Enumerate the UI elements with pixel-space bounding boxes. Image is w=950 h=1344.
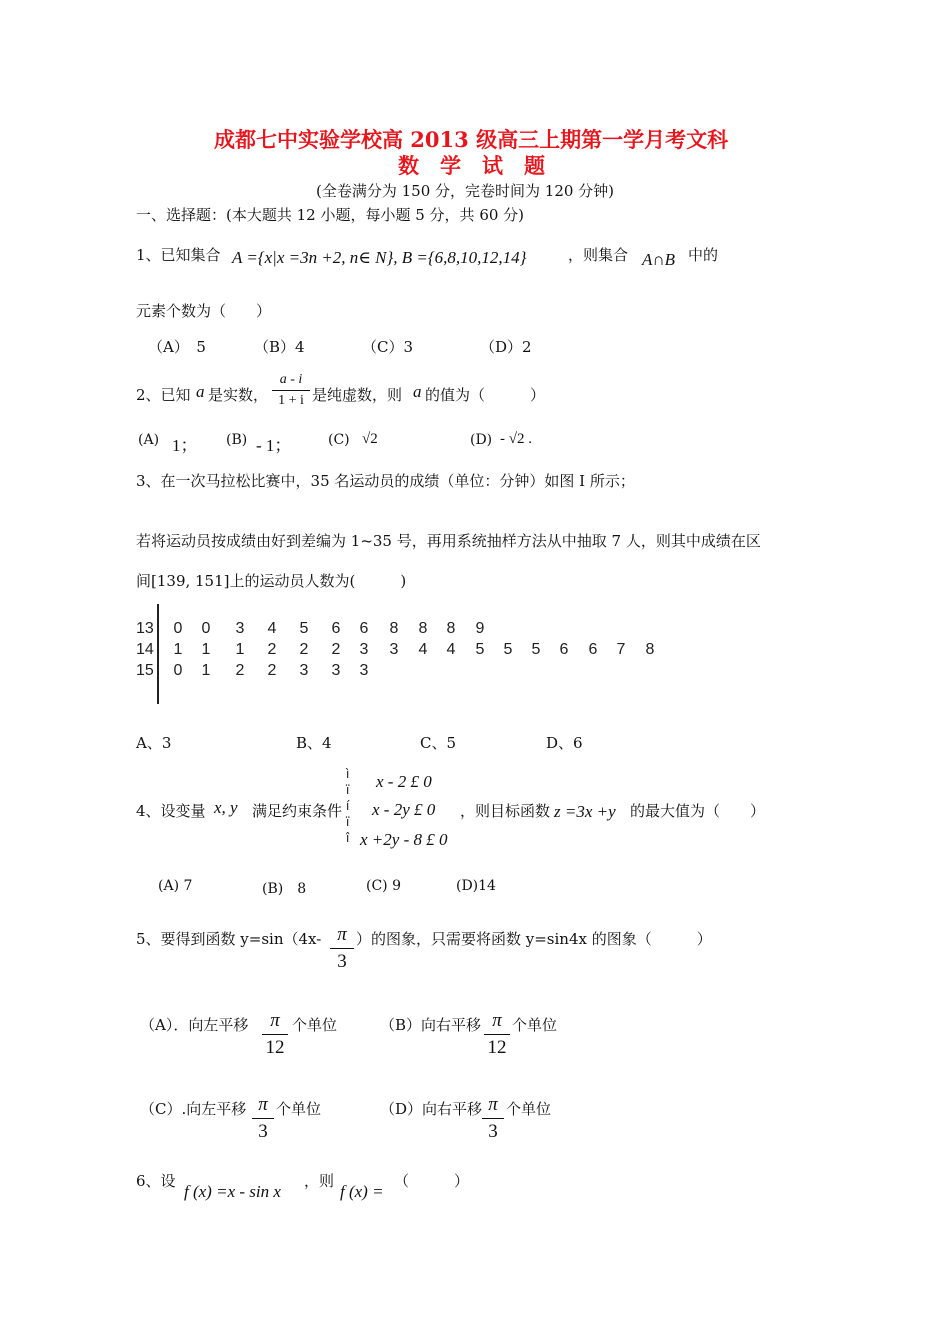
q2-mid3: 的值为（ ） (425, 386, 546, 404)
leaf: 0 (173, 662, 183, 679)
q4-prefix: 4、设变量 (136, 802, 206, 820)
stem-leaf-plot (136, 604, 696, 704)
leaf: 1 (235, 641, 245, 658)
q1-option-a: （A） 5 (148, 338, 206, 356)
leaf: 9 (475, 620, 485, 637)
q2-option-d: - √2 . (500, 431, 532, 447)
q2-mid2: 是纯虚数，则 (312, 386, 403, 404)
q3-line3: 间[139, 151]上的运动员人数为( ) (136, 572, 407, 590)
exam-subject: 数 学 试 题 (398, 153, 545, 178)
leaf: 6 (588, 641, 598, 658)
q2-mid1: 是实数， (208, 386, 269, 404)
q2-option-c: √2 (362, 431, 378, 447)
q6-prefix: 6、设 (136, 1172, 176, 1190)
q1-formula: A ={x|x =3n +2, n∈ N}, B ={6,8,10,12,14} (232, 248, 527, 267)
section-heading: 一、选择题：(本大题共 12 小题，每小题 5 分，共 60 分) (136, 206, 525, 224)
q1-mid: ，则集合 (568, 246, 629, 264)
q2-label-a: (A) (138, 432, 160, 448)
q5-option-b-fraction: π 12 (484, 1010, 510, 1059)
q3-option-d: D、6 (546, 734, 583, 752)
leaf: 1 (201, 641, 211, 658)
q2-var: a (196, 382, 205, 401)
q5-option-d: （D）向右平移 (380, 1100, 483, 1118)
q5-option-a-unit: 个单位 (292, 1016, 338, 1034)
q5-option-c-fraction: π 3 (252, 1094, 274, 1143)
leaf: 6 (359, 620, 369, 637)
q5-fraction (330, 924, 354, 973)
q6-formula: f (x) =x - sin x (184, 1182, 281, 1201)
q6-suffix: （ ） (394, 1172, 470, 1190)
q5-denominator: 3 (337, 951, 347, 972)
leaf: 3 (359, 662, 369, 679)
stem-label: 13 (136, 620, 154, 637)
leaf: 6 (331, 620, 341, 637)
leaf: 2 (235, 662, 245, 679)
q5-option-d-unit: 个单位 (506, 1100, 552, 1118)
q4-target: z =3x +y (554, 802, 616, 821)
q1-set: A∩B (642, 250, 676, 269)
stem-row-15 (136, 662, 696, 684)
leaf: 2 (299, 641, 309, 658)
leaf: 0 (173, 620, 183, 637)
q5-option-b: （B）向右平移 (380, 1016, 482, 1034)
leaf: 1 (173, 641, 183, 658)
q5-prefix: 5、要得到函数 y=sin（4x- (136, 930, 322, 948)
q3-line2: 若将运动员按成绩由好到差编为 1~35 号，再用系统抽样方法从中抽取 7 人，则其中成绩在区 (136, 532, 761, 550)
stem-row-14 (136, 641, 696, 663)
q5-option-b-unit: 个单位 (512, 1016, 558, 1034)
q1-suffix: 中的 (688, 246, 719, 264)
q4-constraint-2: x - 2y £ 0 (372, 800, 436, 819)
q3-option-c: C、5 (420, 734, 457, 752)
q2-var2: a (413, 382, 422, 401)
q4-constraint-3: x +2y - 8 £ 0 (360, 830, 448, 849)
leaf: 8 (446, 620, 456, 637)
q1-line2: 元素个数为（ ） (136, 302, 272, 320)
stem-label: 14 (136, 641, 154, 658)
q5-option-d-fraction: π 3 (482, 1094, 504, 1143)
q2-label-b: (B) (226, 432, 248, 448)
q3-line1: 3、在一次马拉松比赛中，35 名运动员的成绩（单位：分钟）如图 I 所示； (136, 472, 635, 490)
q1-option-d: （D）2 (480, 338, 532, 356)
q5-suffix: ）的图象，只需要将函数 y=sin4x 的图象（ ） (356, 930, 712, 948)
fraction-bar (330, 948, 354, 949)
q5-option-a-fraction: π 12 (262, 1010, 288, 1059)
q4-vars: x, y (214, 798, 238, 817)
q2-fraction (272, 372, 310, 409)
leaf: 5 (475, 641, 485, 658)
leaf: 2 (331, 641, 341, 658)
leaf: 0 (201, 620, 211, 637)
q4-constraint-1: x - 2 £ 0 (376, 772, 432, 791)
q3-option-a: A、3 (136, 734, 172, 752)
q2-prefix: 2、已知 (136, 386, 191, 404)
leaf: 8 (645, 641, 655, 658)
q4-option-d: (D)14 (456, 878, 496, 894)
q5-option-a: （A）．向左平移 (140, 1016, 249, 1034)
leaf: 6 (559, 641, 569, 658)
brace-glyph: ì ï í ï î (346, 767, 350, 845)
leaf: 4 (418, 641, 428, 658)
leaf: 5 (531, 641, 541, 658)
q6-mid: ，则 (304, 1172, 335, 1190)
leaf: 3 (331, 662, 341, 679)
q3-option-b: B、4 (296, 734, 332, 752)
exam-title: 成都七中实验学校高 2013 级高三上期第一学月考文科 (214, 127, 729, 152)
leaf: 3 (299, 662, 309, 679)
leaf: 1 (201, 662, 211, 679)
leaf: 7 (616, 641, 626, 658)
q1-option-c: （C）3 (362, 338, 414, 356)
leaf: 5 (299, 620, 309, 637)
q5-option-c: （C）.向左平移 (140, 1100, 247, 1118)
q2-label-d: (D) (470, 432, 493, 448)
leaf: 3 (389, 641, 399, 658)
q2-option-a: 1； (172, 436, 198, 455)
q5-option-c-unit: 个单位 (276, 1100, 322, 1118)
pi-symbol: π (337, 924, 347, 945)
q4-option-a: (A) 7 (158, 878, 193, 894)
exam-note: (全卷满分为 150 分，完卷时间为 120 分钟) (316, 182, 615, 200)
q2-label-c: (C) (328, 432, 350, 448)
leaf: 5 (503, 641, 513, 658)
leaf: 3 (359, 641, 369, 658)
q6-formula2: f (x) = (340, 1182, 384, 1201)
leaf: 2 (267, 662, 277, 679)
stem-row-13 (136, 620, 696, 642)
q2-numerator: a - i (279, 372, 303, 387)
leaf: 4 (446, 641, 456, 658)
stem-label: 15 (136, 662, 154, 679)
leaf: 2 (267, 641, 277, 658)
leaf: 8 (389, 620, 399, 637)
leaf: 3 (235, 620, 245, 637)
q4-suffix: 的最大值为（ ） (630, 802, 766, 820)
fraction-bar (272, 390, 310, 391)
q4-mid: 满足约束条件 (252, 802, 343, 820)
q2-denominator: 1 + i (278, 393, 304, 408)
q1-option-b: （B）4 (254, 338, 305, 356)
leaf: 8 (418, 620, 428, 637)
q1-prefix: 1、已知集合 (136, 246, 221, 264)
leaf: 4 (267, 620, 277, 637)
q4-option-b: (B) 8 (262, 881, 307, 897)
q4-mid2: ，则目标函数 (460, 802, 551, 820)
q4-option-c: (C) 9 (366, 878, 401, 894)
q2-option-b: - 1； (256, 436, 292, 455)
